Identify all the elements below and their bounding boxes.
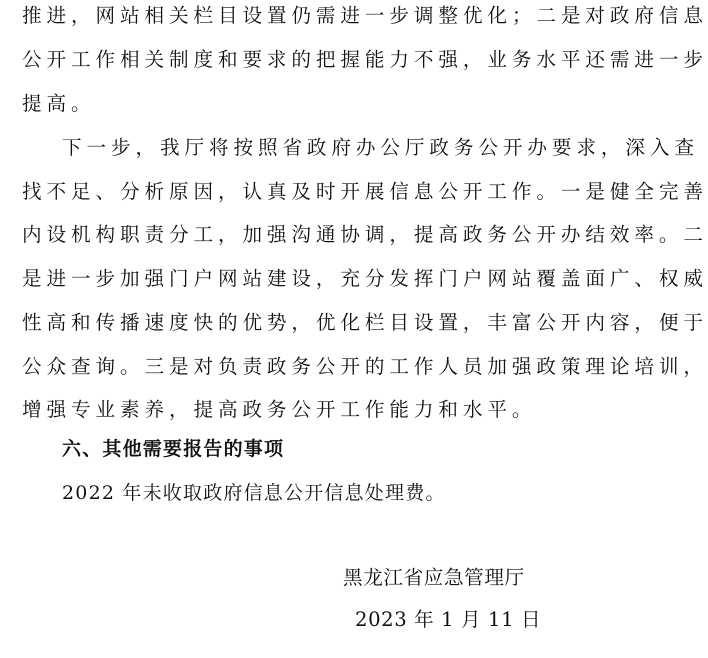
paragraph-2-line: 内设机构职责分工，加强沟通协调，提高政务公开办结效率。二 (22, 223, 708, 246)
signature-organization: 黑龙江省应急管理厅 (343, 566, 525, 589)
paragraph-1-line: 提高。 (22, 92, 96, 115)
paragraph-2-line: 增强专业素养，提高政务公开工作能力和水平。 (22, 398, 537, 421)
paragraph-2-line: 是进一步加强门户网站建设，充分发挥门户网站覆盖面广、权威 (22, 267, 708, 290)
paragraph-1-line: 公开工作相关制度和要求的把握能力不强，业务水平还需进一步 (22, 48, 708, 71)
section-text: 2022 年未收取政府信息公开信息处理费。 (62, 482, 446, 504)
paragraph-2-line: 下一步，我厅将按照省政府办公厅政务公开办要求，深入查 (62, 136, 699, 159)
paragraph-2-line: 找不足、分析原因，认真及时开展信息公开工作。一是健全完善 (22, 180, 708, 203)
paragraph-2-line: 性高和传播速度快的优势，优化栏目设置，丰富公开内容，便于 (22, 311, 708, 334)
paragraph-2-line: 公众查询。三是对负责政务公开的工作人员加强政策理论培训， (22, 355, 708, 378)
section-heading: 六、其他需要报告的事项 (62, 438, 285, 460)
signature-date: 2023 年 1 月 11 日 (355, 608, 542, 631)
paragraph-1-line: 推进，网站相关栏目设置仍需进一步调整优化；二是对政府信息 (22, 4, 708, 27)
